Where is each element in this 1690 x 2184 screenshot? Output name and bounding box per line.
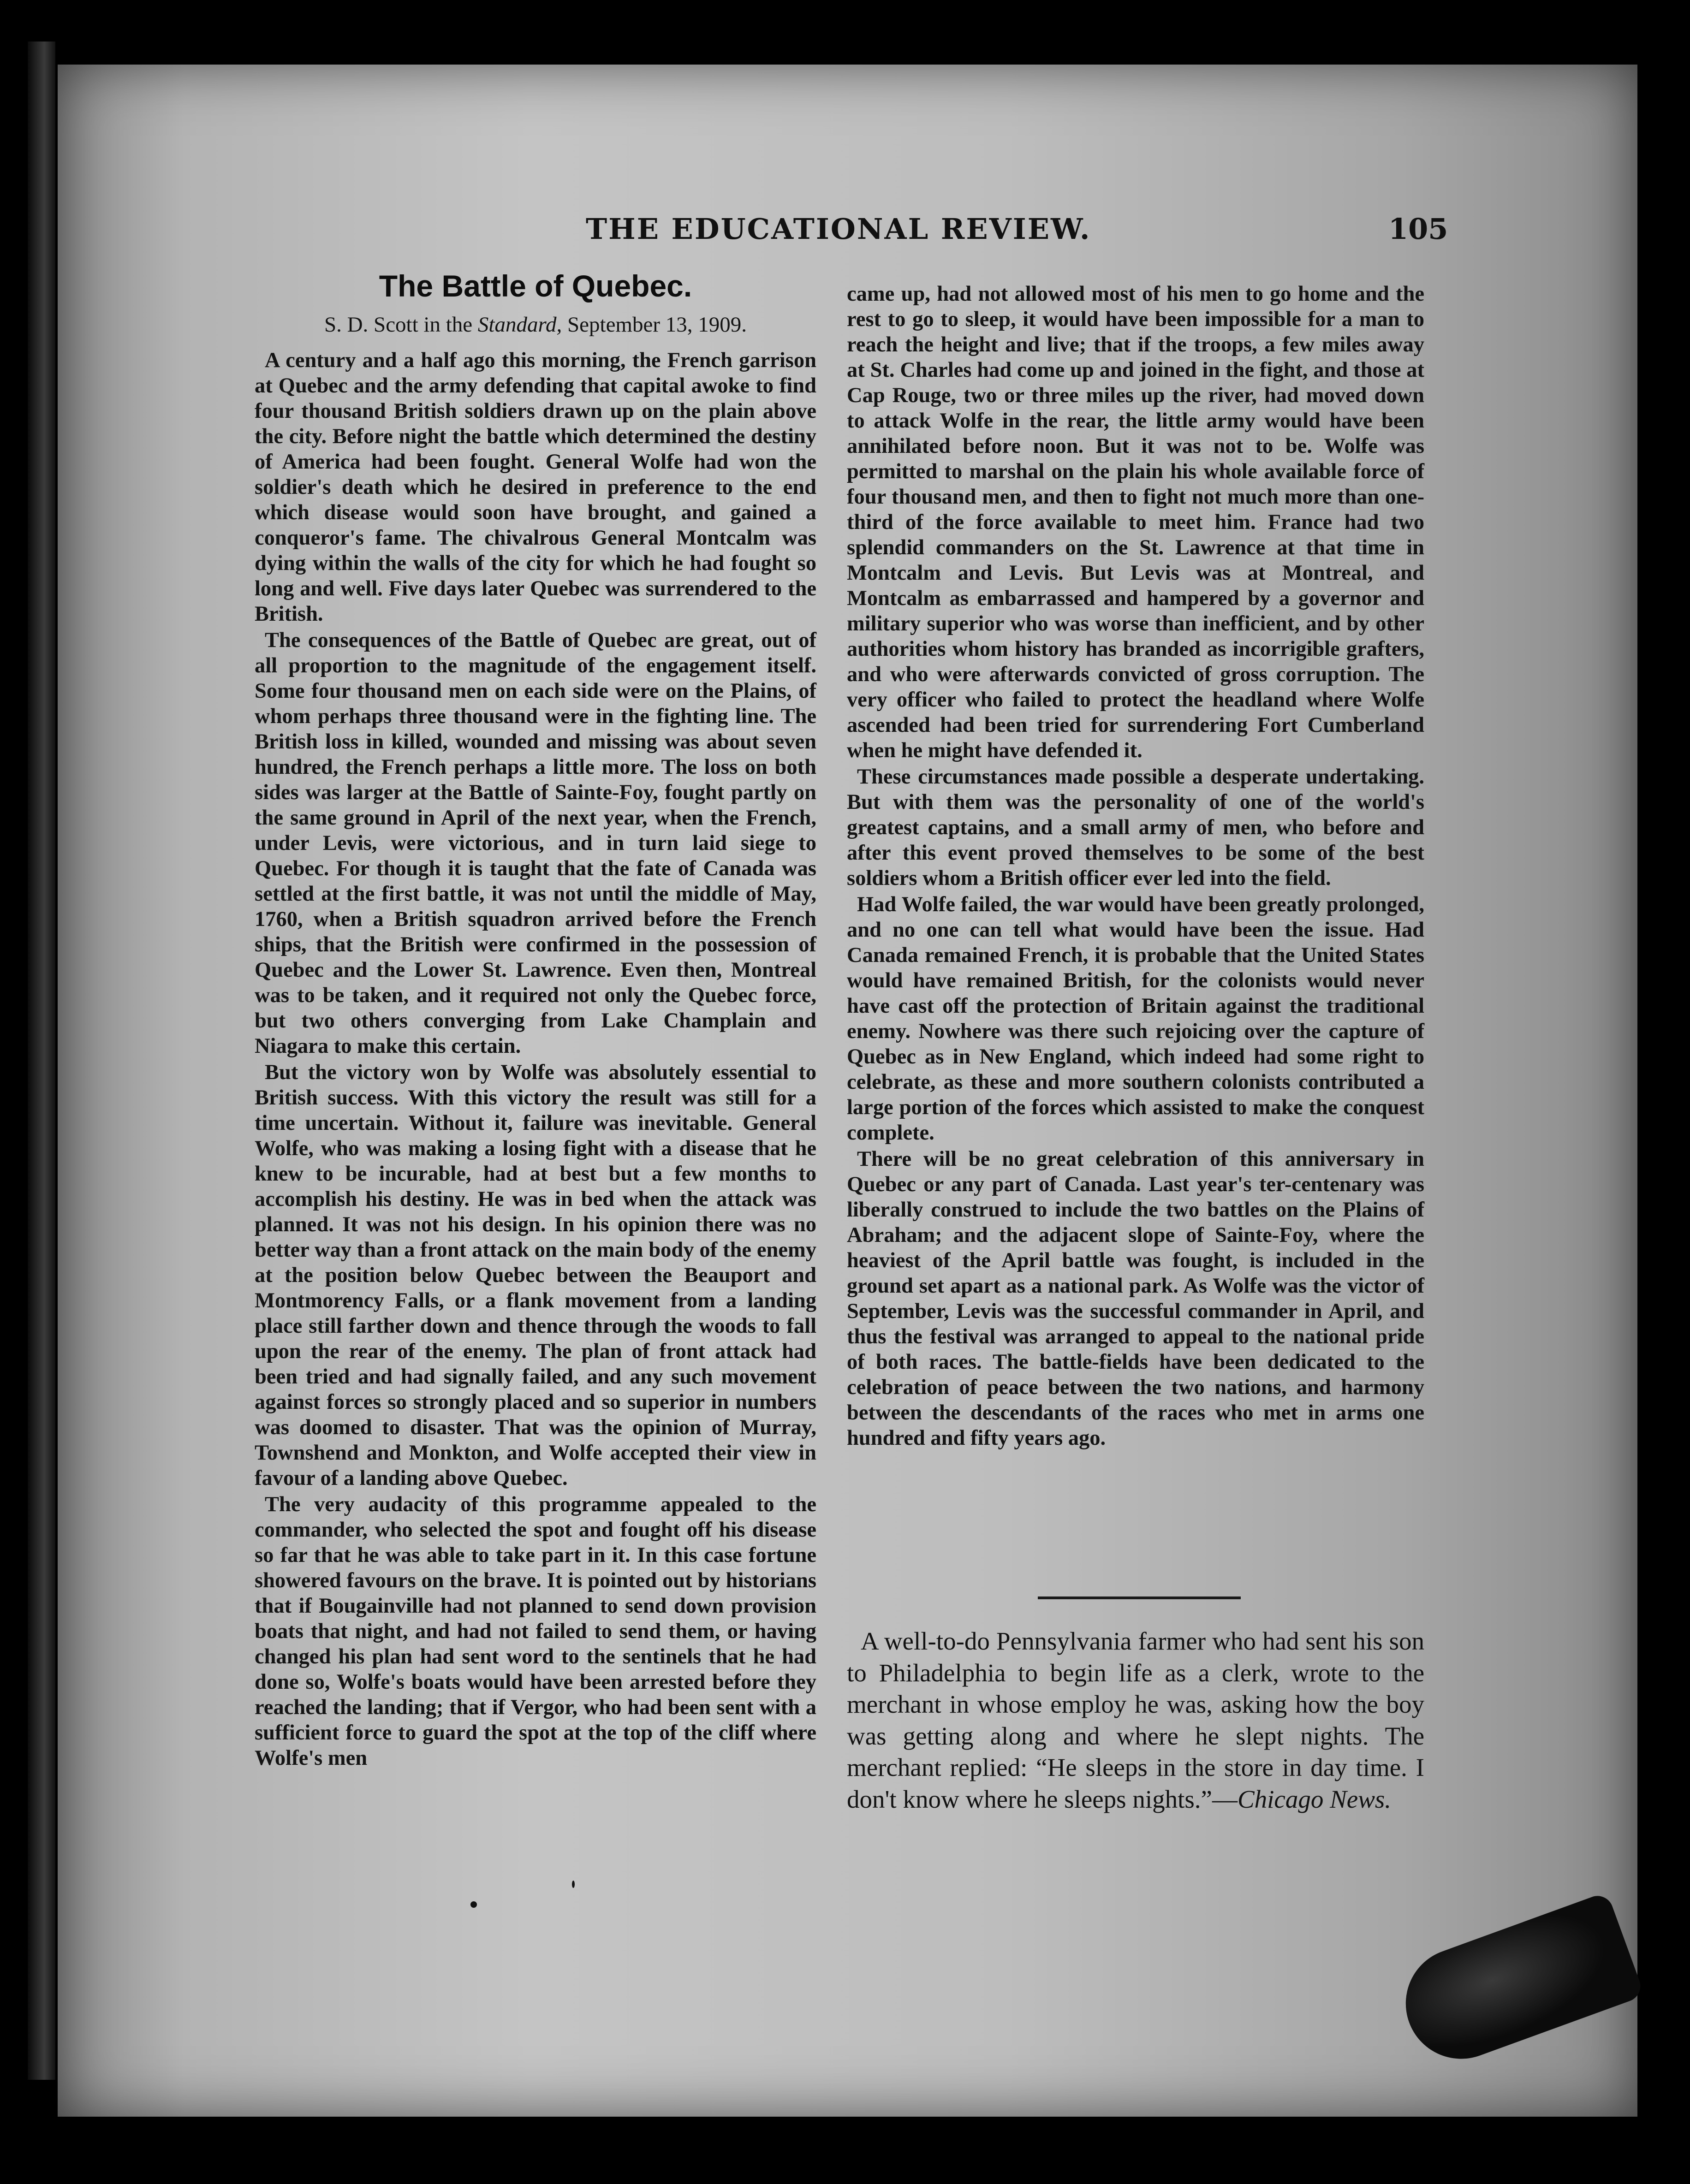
article-paragraph: came up, had not allowed most of his men to go home and the rest to go to sleep, it would have been impossible for a man to reach the height and live; that if the troops, a few miles away at St. Charles had come up and joined in the fight, and those at Cap Rouge, two or three miles up the river, had moved down to attack Wolfe in the rear, the little army would have been annihilated before noon. But it was not to be. Wolfe was permitted to marshal on the plain his whole available force of four thousand men, and then to fight not much more than one-third of the force available to meet him. France had two splendid commanders on the St. Lawrence at that time in Montcalm and Levis. But Levis was at Montreal, and Montcalm as embarrassed and hampered by a governor and military superior who was worse than inefficient, and by other authorities whom history has branded as incorrigible grafters, and who were afterwards convicted of gross corruption. The very officer who failed to protect the headland where Wolfe ascended had been tried for surrendering Fort Cumberland when he might have defended it. [847, 282, 1424, 762]
page-number: 105 [1388, 212, 1448, 246]
byline-date: September 13, 1909. [567, 313, 747, 337]
article-paragraph: The consequences of the Battle of Quebec are great, out of all proportion to the magnitude of the engagement itself. Some four thousand men on each side were on the Plains, of whom perhaps three thousand were in the fighting line. The British loss in killed, wounded and missing was about seven hundred, the French perhaps a little more. The loss on both sides was larger at the Battle of Sainte-Foy, fought partly on the same ground in April of the next year, when the French, under Levis, were victorious, and in turn laid siege to Quebec. For though it is taught that the fate of Canada was settled at the first battle, it was not until the middle of May, 1760, when a British squadron arrived before the French ships, that the British were confirmed in the possession of Quebec and the Lower St. Lawrence. Even then, Montreal was to be taken, and it required not only the Quebec force, but two others converging from Lake Champlain and Niagara to make this certain. [255, 629, 816, 1058]
article-paragraph: But the victory won by Wolfe was absolutely essential to British success. With this victory the result was still for a time uncertain. Without it, failure was inevitable. General Wolfe, who was making a losing fight with a disease that he knew to be incurable, had at best but a few months to accomplish his destiny. He was in bed when the attack was planned. It was not his design. In his opinion there was no better way than a front attack on the main body of the enemy at the position below Quebec between the Beauport and Montmorency Falls, or a flank movement from a landing place still farther down and thence through the woods to fall upon the rear of the enemy. The plan of front attack had been tried and had signally failed, and any such movement against forces so strongly placed and so superior in numbers was doomed to disaster. That was the opinion of Murray, Townshend and Monkton, and Wolfe accepted their view in favour of a landing above Quebec. [255, 1061, 816, 1490]
ink-speck [470, 1901, 477, 1908]
article-left-column [255, 258, 816, 1771]
article-paragraph: A century and a half ago this morning, the French garrison at Quebec and the army defending that capital awoke to find four thousand British soldiers drawn up on the plain above the city. Before night the battle which determined the destiny of America had been fought. General Wolfe had won the soldier's death which he desired in preference to the end which disease would soon have brought, and gained a conqueror's fame. The chivalrous General Montcalm was dying within the walls of the city for which he had fought so long and well. Five days later Quebec was surrendered to the British. [255, 349, 816, 626]
ink-speck [572, 1881, 575, 1888]
byline-prefix: S. D. Scott in the [324, 313, 473, 337]
byline-source: Standard, [477, 313, 562, 337]
section-divider [1038, 1596, 1241, 1599]
article-right-column [847, 281, 1424, 1451]
journal-title: THE EDUCATIONAL REVIEW. [586, 212, 1091, 246]
article-paragraph: The very audacity of this programme appealed to the commander, who selected the spot and fought off his disease so far that he was able to take part in it. In this case fortune showered favours on the brave. It is pointed out by historians that if Bougainville had not planned to send down provision boats that night, and had not failed to send them, or having changed his plan had sent word to the sentinels that he had done so, Wolfe's boats would have been arrested before they reached the landing; that if Vergor, who had been sent with a sufficient force to guard the spot at the top of the cliff where Wolfe's men [255, 1493, 816, 1770]
anecdote-source: Chicago News. [1237, 1785, 1392, 1813]
anecdote-paragraph [847, 1626, 1424, 1815]
article-title: The Battle of Quebec. [379, 269, 692, 303]
article-byline [255, 311, 816, 338]
book-spine-edge [28, 42, 55, 2080]
article-paragraph: These circumstances made possible a desperate undertaking. But with them was the personality of one of the world's greatest captains, and a small army of men, who before and after this event proved themselves to be some of the best soldiers whom a British officer ever led into the field. [847, 765, 1424, 890]
article-paragraph: There will be no great celebration of this anniversary in Quebec or any part of Canada. Last year's ter-centenary was liberally construed to include the two battles on the Plains of Abraham; and the adjacent slope of Sainte-Foy, where the heaviest of the April battle was fought, is included in the ground set apart as a national park. As Wolfe was the victor of September, Levis was the successful commander in April, and thus the festival was arranged to appeal to the national pride of both races. The battle-fields have been dedicated to the celebration of peace between the two nations, and harmony between the descendants of the races who met in arms one hundred and fifty years ago. [847, 1147, 1424, 1450]
anecdote-text: A well-to-do Pennsylvania farmer who had sent his son to Philadelphia to begin life as a clerk, wrote to the merchant in whose employ he was, asking how the boy was getting along and where he slept nights. The merchant replied: “He sleeps in the store in day time. I don't know where he sleeps nights.”— [847, 1627, 1424, 1813]
article-paragraph: Had Wolfe failed, the war would have been greatly prolonged, and no one can tell what would have been the issue. Had Canada remained French, it is probable that the United States would have remained British, for the colonists would never have cast off the protection of Britain against the traditional enemy. Nowhere was there such rejoicing over the capture of Quebec as in New England, which indeed had some right to celebrate, as these and more southern colonists contributed a large portion of the forces which assisted to make the conquest complete. [847, 893, 1424, 1145]
